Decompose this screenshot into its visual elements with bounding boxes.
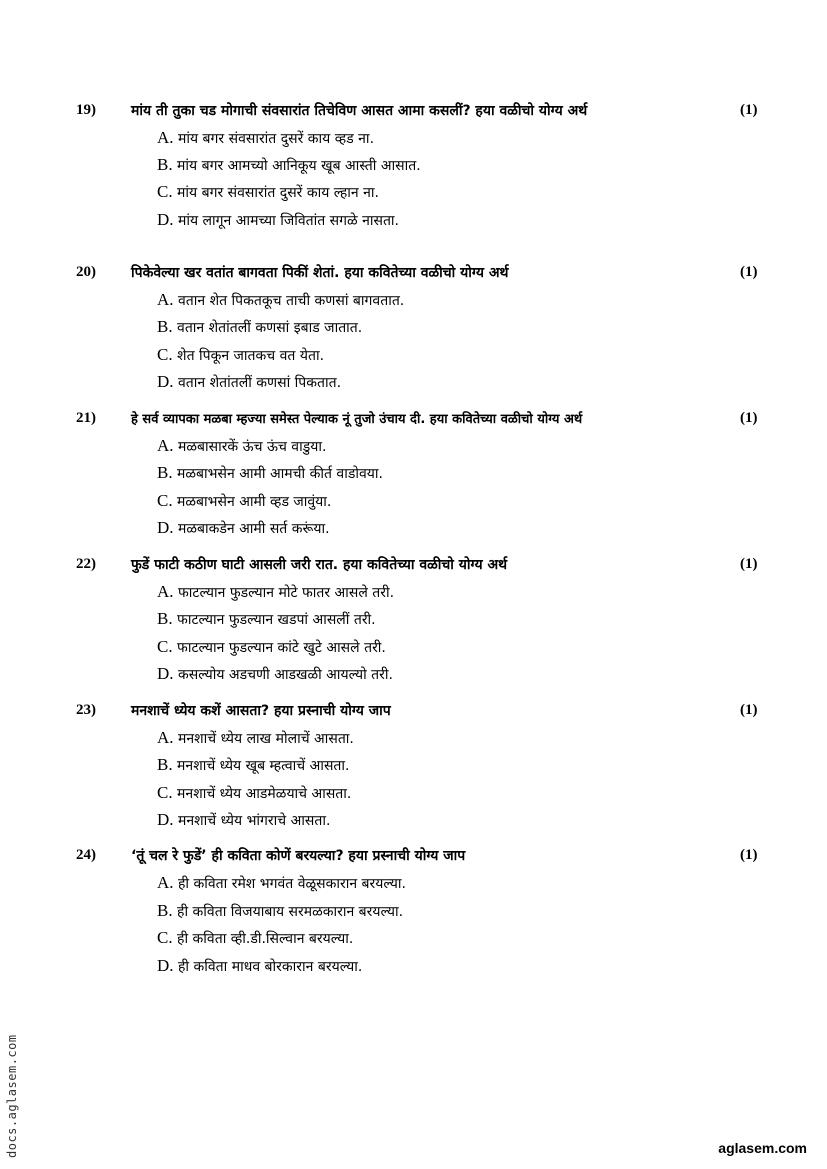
option-letter: A.	[157, 436, 174, 455]
question-text: हे सर्व व्यापका मळबा म्हज्या समेस्त पेल्याक नूं तुजो उंचाय दी. हया कवितेच्या वळीचो योग्य अर्थ	[131, 412, 583, 427]
option-d	[157, 372, 341, 392]
option-letter: A.	[157, 128, 174, 147]
option-a	[157, 873, 406, 893]
option-text: कसल्योय अडचणी आडखळी आयल्यो तरी.	[177, 667, 393, 683]
question-text: मांय ती तुका चड मोगाची संवसारांत तिचेविण आसत आमा कसलीं? हया वळीचो योग्य अर्थ	[131, 103, 588, 119]
option-letter: D.	[157, 956, 174, 975]
option-text: मळबाभसेन आमी आमची कीर्त वाडोवया.	[177, 466, 383, 482]
option-text: मांय बगर आमच्यो आनिकूय खूब आस्ती आसात.	[177, 158, 421, 174]
option-text: ही कविता विजयाबाय सरमळकारान बरयल्या.	[177, 904, 404, 920]
question-text: मनशाचें ध्येय कशें आसता? हया प्रस्नाची योग्य जाप	[131, 703, 391, 719]
question-marks: (1)	[740, 264, 758, 280]
option-text: मनशाचें ध्येय भांगराचे आसता.	[177, 813, 331, 829]
option-text: मनशाचें ध्येय आडमेळयाचे आसता.	[177, 786, 352, 802]
option-letter: A.	[157, 873, 174, 892]
option-a	[157, 128, 374, 148]
option-b	[157, 609, 376, 629]
option-text: मनशाचें ध्येय लाख मोलाचें आसता.	[177, 731, 354, 747]
option-b	[157, 317, 362, 337]
footer-site-link[interactable]: aglasem.com	[718, 1140, 807, 1156]
side-watermark	[5, 996, 25, 1158]
option-letter: D.	[157, 518, 174, 537]
option-text: फाटल्यान फुडल्यान खडपां आसलीं तरी.	[177, 612, 376, 628]
option-letter: D.	[157, 810, 174, 829]
option-c	[157, 491, 331, 511]
option-a	[157, 290, 404, 310]
option-letter: A.	[157, 728, 174, 747]
option-letter: B.	[157, 901, 173, 920]
option-letter: D.	[157, 664, 174, 683]
option-d	[157, 810, 330, 830]
option-b	[157, 901, 403, 921]
question-text: फुडें फाटी कठीण घाटी आसली जरी रात. हया कवितेच्या वळीचो योग्य अर्थ	[131, 557, 508, 573]
option-text: वतान शेतांतलीं कणसां इबाड जातात.	[177, 320, 363, 336]
option-text: वतान शेत पिकतकूच ताची कणसां बागवतात.	[177, 293, 405, 309]
option-text: शेत पिकून जातकच वत येता.	[177, 348, 325, 364]
option-text: मांय बगर संवसारांत दुसरें काय ल्हान ना.	[177, 185, 379, 201]
option-letter: C.	[157, 637, 173, 656]
question-number: 22)	[76, 556, 96, 572]
watermark-text: docs.aglasem.com	[5, 1034, 19, 1158]
option-letter: B.	[157, 317, 173, 336]
question-marks: (1)	[740, 847, 758, 863]
option-c	[157, 182, 379, 202]
option-letter: D.	[157, 210, 174, 229]
option-d	[157, 956, 362, 976]
option-b	[157, 755, 349, 775]
option-letter: C.	[157, 345, 173, 364]
option-text: मांय लागून आमच्या जिवितांत सगळे नासता.	[177, 213, 400, 229]
option-text: ही कविता माधव बोरकारान बरयल्या.	[177, 959, 363, 975]
option-letter: B.	[157, 609, 173, 628]
option-text: मळबाकडेन आमी सर्त करूंया.	[177, 521, 330, 537]
option-c	[157, 637, 386, 657]
option-c	[157, 345, 324, 365]
option-b	[157, 155, 421, 175]
question-number: 24)	[76, 847, 96, 863]
option-text: मांय बगर संवसारांत दुसरें काय व्हड ना.	[177, 131, 375, 147]
option-letter: D.	[157, 372, 174, 391]
option-letter: B.	[157, 155, 173, 174]
option-d	[157, 518, 330, 538]
question-marks: (1)	[740, 410, 758, 426]
question-number: 23)	[76, 702, 96, 718]
option-letter: A.	[157, 290, 174, 309]
option-a	[157, 436, 326, 456]
option-text: फाटल्यान फुडल्यान मोटे फातर आसले तरी.	[177, 585, 395, 601]
option-a	[157, 582, 394, 602]
question-marks: (1)	[740, 702, 758, 718]
option-text: मळबाभसेन आमी व्हड जावुंया.	[177, 494, 332, 510]
question-marks: (1)	[740, 556, 758, 572]
option-letter: C.	[157, 491, 173, 510]
option-a	[157, 728, 354, 748]
option-text: ही कविता रमेश भगवंत वेळूसकारान बरयल्या.	[177, 876, 406, 892]
option-text: वतान शेतांतलीं कणसां पिकतात.	[177, 375, 342, 391]
option-letter: B.	[157, 755, 173, 774]
question-text: पिकेवेल्या खर वतांत बागवता पिकीं शेतां. हया कवितेच्या वळीचो योग्य अर्थ	[131, 265, 509, 281]
option-letter: A.	[157, 582, 174, 601]
option-letter: C.	[157, 928, 173, 947]
question-text: ‘तूं चल रे फुडें’ ही कविता कोणें बरयल्या? हया प्रस्नाची योग्य जाप	[131, 848, 466, 864]
option-b	[157, 463, 383, 483]
question-number: 20)	[76, 264, 96, 280]
option-letter: C.	[157, 783, 173, 802]
option-c	[157, 783, 351, 803]
option-d	[157, 664, 393, 684]
option-d	[157, 210, 399, 230]
option-letter: B.	[157, 463, 173, 482]
option-letter: C.	[157, 182, 173, 201]
question-number: 19)	[76, 102, 96, 118]
option-text: मळबासारकें ऊंच ऊंच वाडुया.	[177, 439, 327, 455]
option-text: ही कविता व्ही.डी.सिल्वान बरयल्या.	[177, 931, 354, 947]
question-marks: (1)	[740, 102, 758, 118]
question-number: 21)	[76, 410, 96, 426]
option-c	[157, 928, 353, 948]
option-text: फाटल्यान फुडल्यान कांटे खुटे आसले तरी.	[177, 640, 386, 656]
option-text: मनशाचें ध्येय खूब म्हत्वाचें आसता.	[177, 758, 350, 774]
